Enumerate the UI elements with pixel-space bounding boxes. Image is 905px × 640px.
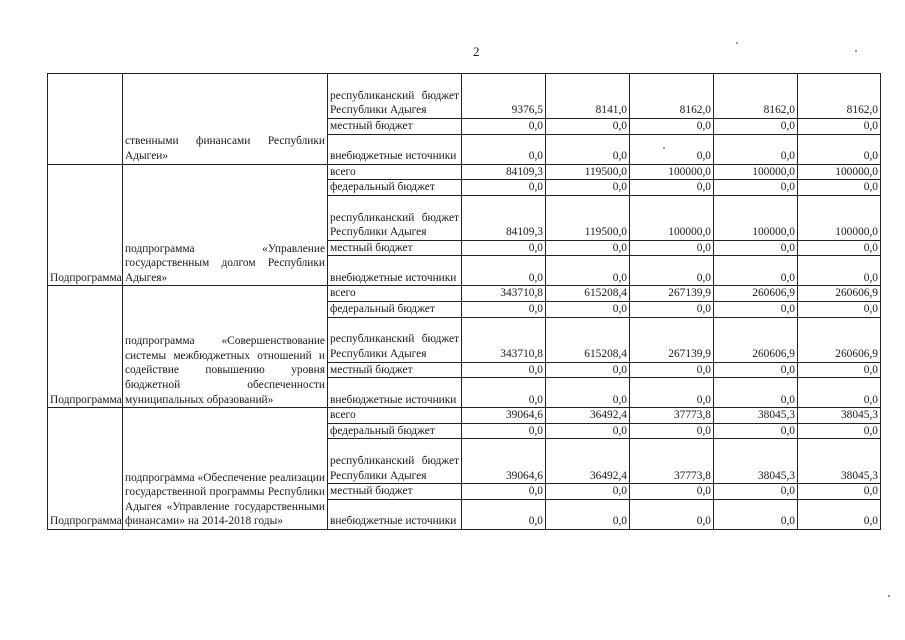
amount-cell: 0,0	[630, 499, 714, 529]
amount-cell: 100000,0	[714, 195, 798, 240]
amount-cell: 0,0	[462, 301, 546, 317]
scan-speck	[663, 147, 665, 149]
table-row	[48, 286, 881, 302]
amount-cell: 0,0	[462, 499, 546, 529]
amount-cell: 9376,5	[462, 74, 546, 119]
funding-source-cell: местный бюджет	[328, 484, 462, 500]
amount-cell: 8162,0	[798, 74, 881, 119]
page-number: 2	[473, 44, 480, 59]
amount-cell: 615208,4	[546, 317, 630, 362]
funding-source-cell: внебюджетные источники	[328, 378, 462, 408]
funding-source-cell: внебюджетные источники	[328, 499, 462, 529]
amount-cell: 100000,0	[630, 195, 714, 240]
amount-cell: 260606,9	[714, 317, 798, 362]
amount-cell: 0,0	[798, 180, 881, 196]
amount-cell: 0,0	[630, 119, 714, 135]
funding-source-cell: федеральный бюджет	[328, 180, 462, 196]
amount-cell: 0,0	[798, 134, 881, 164]
amount-cell: 343710,8	[462, 317, 546, 362]
amount-cell: 0,0	[714, 484, 798, 500]
amount-cell: 0,0	[462, 240, 546, 256]
amount-cell: 0,0	[714, 256, 798, 286]
amount-cell: 8162,0	[714, 74, 798, 119]
scan-speck	[736, 42, 738, 44]
table-row	[48, 74, 881, 119]
amount-cell: 0,0	[546, 119, 630, 135]
amount-cell: 0,0	[714, 180, 798, 196]
row-kind-cell: Подпрограмма	[48, 408, 123, 530]
amount-cell: 0,0	[714, 240, 798, 256]
funding-source-cell: всего	[328, 164, 462, 180]
subprogram-name-cell: подпрограмма «Совершенствование системы межбюджетных отношений и содействие повышению уровня бюджетной обеспеченности муниципальных образований»	[123, 286, 328, 408]
amount-cell: 0,0	[798, 484, 881, 500]
amount-cell: 8162,0	[630, 74, 714, 119]
amount-cell: 0,0	[462, 119, 546, 135]
amount-cell: 0,0	[546, 362, 630, 378]
amount-cell: 615208,4	[546, 286, 630, 302]
funding-source-cell: внебюджетные источники	[328, 256, 462, 286]
funding-source-cell: республиканский бюджет Республики Адыгея	[328, 74, 462, 119]
amount-cell: 343710,8	[462, 286, 546, 302]
amount-cell: 36492,4	[546, 439, 630, 484]
amount-cell: 37773,8	[630, 439, 714, 484]
amount-cell: 267139,9	[630, 286, 714, 302]
amount-cell: 38045,3	[714, 439, 798, 484]
funding-source-cell: республиканский бюджет Республики Адыгея	[328, 195, 462, 240]
amount-cell: 0,0	[630, 378, 714, 408]
funding-source-cell: местный бюджет	[328, 362, 462, 378]
budget-table	[47, 73, 881, 530]
subprogram-name-cell: подпрограмма «Обеспечение реализации государственной программы Республики Адыгея «Управление государственными финансами» на 2014-2018 годы»	[123, 408, 328, 530]
amount-cell: 0,0	[630, 484, 714, 500]
amount-cell: 39064,6	[462, 439, 546, 484]
row-kind-cell: Подпрограмма	[48, 286, 123, 408]
funding-source-cell: местный бюджет	[328, 240, 462, 256]
amount-cell: 0,0	[798, 362, 881, 378]
amount-cell: 0,0	[546, 423, 630, 439]
amount-cell: 119500,0	[546, 195, 630, 240]
amount-cell: 8141,0	[546, 74, 630, 119]
amount-cell: 260606,9	[798, 286, 881, 302]
funding-source-cell: федеральный бюджет	[328, 301, 462, 317]
amount-cell: 119500,0	[546, 164, 630, 180]
amount-cell: 36492,4	[546, 408, 630, 424]
scan-speck	[888, 595, 890, 597]
amount-cell: 0,0	[714, 499, 798, 529]
amount-cell: 0,0	[798, 499, 881, 529]
amount-cell: 0,0	[462, 134, 546, 164]
amount-cell: 100000,0	[714, 164, 798, 180]
funding-source-cell: республиканский бюджет Республики Адыгея	[328, 317, 462, 362]
amount-cell: 0,0	[798, 240, 881, 256]
amount-cell: 0,0	[546, 240, 630, 256]
funding-source-cell: всего	[328, 286, 462, 302]
amount-cell: 0,0	[798, 256, 881, 286]
amount-cell: 267139,9	[630, 317, 714, 362]
amount-cell: 0,0	[546, 484, 630, 500]
scan-speck	[855, 50, 857, 52]
table-row	[48, 164, 881, 180]
funding-source-cell: республиканский бюджет Республики Адыгея	[328, 439, 462, 484]
amount-cell: 0,0	[462, 484, 546, 500]
amount-cell: 39064,6	[462, 408, 546, 424]
funding-source-cell: внебюджетные источники	[328, 134, 462, 164]
amount-cell: 0,0	[546, 256, 630, 286]
funding-source-cell: федеральный бюджет	[328, 423, 462, 439]
amount-cell: 100000,0	[798, 195, 881, 240]
funding-source-cell: местный бюджет	[328, 119, 462, 135]
amount-cell: 0,0	[630, 180, 714, 196]
amount-cell: 0,0	[714, 362, 798, 378]
amount-cell: 0,0	[630, 423, 714, 439]
row-kind-cell	[48, 74, 123, 165]
amount-cell: 38045,3	[714, 408, 798, 424]
amount-cell: 84109,3	[462, 164, 546, 180]
subprogram-name-cell: ственными финансами Республики Адыгеи»	[123, 74, 328, 165]
amount-cell: 260606,9	[798, 317, 881, 362]
amount-cell: 0,0	[714, 301, 798, 317]
amount-cell: 0,0	[714, 378, 798, 408]
amount-cell: 0,0	[546, 134, 630, 164]
amount-cell: 0,0	[462, 256, 546, 286]
amount-cell: 100000,0	[798, 164, 881, 180]
amount-cell: 38045,3	[798, 439, 881, 484]
amount-cell: 0,0	[630, 362, 714, 378]
amount-cell: 38045,3	[798, 408, 881, 424]
amount-cell: 0,0	[714, 423, 798, 439]
amount-cell: 0,0	[546, 301, 630, 317]
amount-cell: 0,0	[798, 301, 881, 317]
amount-cell: 0,0	[546, 378, 630, 408]
amount-cell: 0,0	[798, 423, 881, 439]
amount-cell: 0,0	[462, 180, 546, 196]
amount-cell: 0,0	[630, 134, 714, 164]
table-body	[48, 74, 881, 530]
amount-cell: 0,0	[630, 240, 714, 256]
funding-source-cell: всего	[328, 408, 462, 424]
amount-cell: 37773,8	[630, 408, 714, 424]
amount-cell: 0,0	[546, 499, 630, 529]
amount-cell: 0,0	[798, 119, 881, 135]
amount-cell: 0,0	[462, 378, 546, 408]
table-row	[48, 408, 881, 424]
row-kind-cell: Подпрограмма	[48, 164, 123, 286]
amount-cell: 0,0	[714, 119, 798, 135]
amount-cell: 0,0	[714, 134, 798, 164]
amount-cell: 260606,9	[714, 286, 798, 302]
amount-cell: 0,0	[546, 180, 630, 196]
amount-cell: 0,0	[798, 378, 881, 408]
amount-cell: 100000,0	[630, 164, 714, 180]
amount-cell: 84109,3	[462, 195, 546, 240]
amount-cell: 0,0	[630, 301, 714, 317]
amount-cell: 0,0	[630, 256, 714, 286]
amount-cell: 0,0	[462, 362, 546, 378]
subprogram-name-cell: подпрограмма «Управление государственным долгом Республики Адыгея»	[123, 164, 328, 286]
amount-cell: 0,0	[462, 423, 546, 439]
